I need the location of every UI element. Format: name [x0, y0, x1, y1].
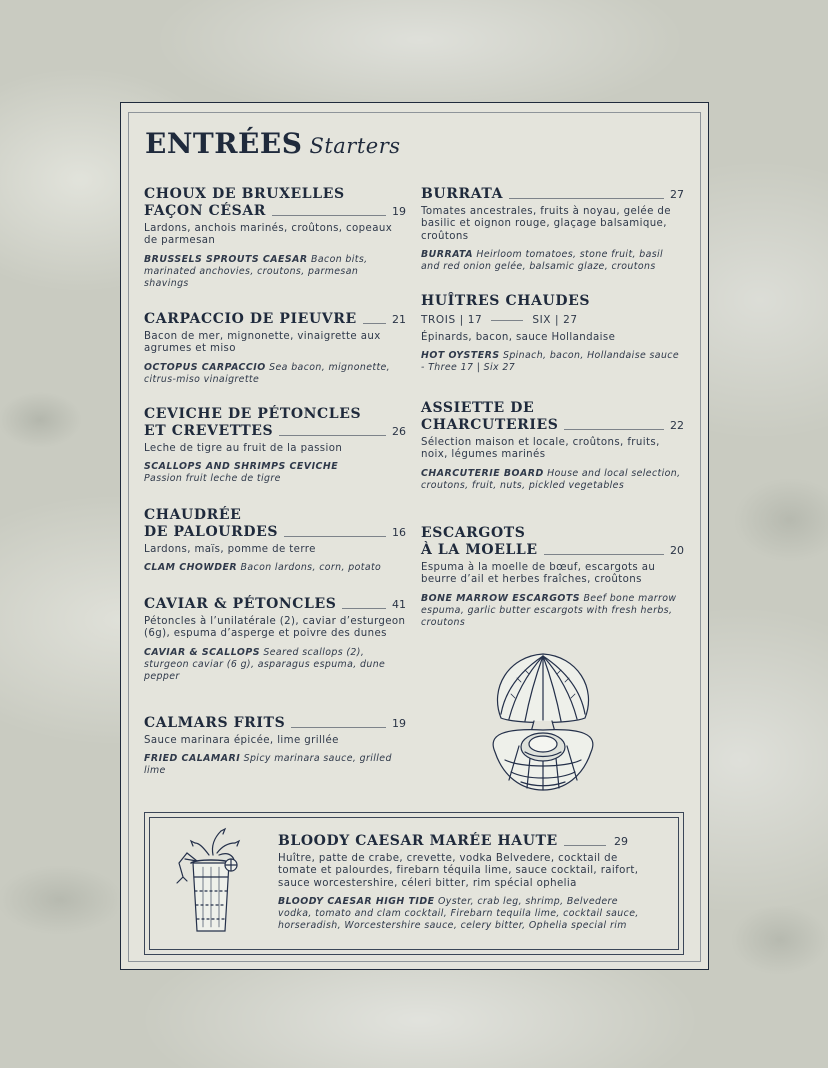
- leader-rule: [363, 323, 386, 324]
- item-description: Tomates ancestrales, fruits à noyau, gelée de basilic et oignon rouge, glaçage balsamique, croûtons: [421, 206, 671, 242]
- feature-description: Huître, patte de crabe, crevette, vodka Belvedere, cocktail de tomate et palourdes, firebarn téquila lime, sauce cocktail, raifort, sauce worcestershire, céleri bitter, rim spécial ophelia: [278, 853, 639, 889]
- price-six: SIX | 27: [532, 314, 578, 326]
- feature-english: [278, 896, 653, 932]
- item-english-name: BRUSSELS SPROUTS CAESAR: [144, 253, 308, 265]
- item-description: Leche de tigre au fruit de la passion: [144, 443, 343, 454]
- item-english-name: SCALLOPS AND SHRIMPS CEVICHE: [144, 461, 339, 473]
- item-english: [144, 362, 406, 386]
- feature-english-name: BLOODY CAESAR HIGH TIDE: [278, 895, 435, 907]
- leader-rule: [564, 429, 664, 430]
- feature-title: BLOODY CAESAR MARÉE HAUTE: [278, 833, 558, 849]
- item-english: [421, 468, 684, 492]
- item-english: [144, 461, 406, 485]
- scallop-shell-icon: [481, 648, 605, 794]
- item-english: [421, 249, 684, 273]
- item-title: CHOUX DE BRUXELLES: [144, 186, 345, 202]
- item-title: ET CREVETTES: [144, 423, 274, 439]
- featured-cocktail-text: [278, 833, 668, 932]
- item-price: 19: [392, 205, 406, 218]
- leader-rule: [564, 845, 606, 846]
- menu-item-brussels-sprouts: [144, 186, 406, 290]
- item-english-desc: Sea bacon, mignonette, citrus-miso vinaigrette: [144, 361, 391, 385]
- menu-item-ceviche: [144, 406, 406, 485]
- item-description: Pétoncles à l’unilatérale (2), caviar d’esturgeon (6g), espuma d’asperge et poivre des dunes: [144, 616, 406, 640]
- leader-rule: [342, 608, 386, 609]
- item-title: CHAUDRÉE: [144, 507, 242, 523]
- item-english: [421, 350, 684, 374]
- featured-cocktail-box: [144, 812, 684, 955]
- item-description: Lardons, maïs, pomme de terre: [144, 544, 316, 555]
- leader-rule: [491, 320, 523, 321]
- item-title: ASSIETTE DE: [421, 400, 535, 416]
- item-title: CALMARS FRITS: [144, 715, 286, 731]
- item-price: 21: [392, 313, 406, 326]
- menu-item-hot-oysters: [421, 293, 684, 374]
- item-title: CAVIAR & PÉTONCLES: [144, 596, 337, 612]
- leader-rule: [509, 198, 664, 199]
- menu-item-fried-calamari: [144, 715, 406, 777]
- title-english: Starters: [309, 134, 401, 158]
- leader-rule: [272, 215, 386, 216]
- item-title: CEVICHE DE PÉTONCLES: [144, 406, 362, 422]
- item-english-name: OCTOPUS CARPACCIO: [144, 361, 266, 373]
- left-column: [144, 103, 406, 803]
- menu-item-octopus-carpaccio: [144, 311, 406, 386]
- item-english-name: CHARCUTERIE BOARD: [421, 467, 544, 479]
- item-english: [421, 593, 684, 629]
- item-english-desc: Seared scallops (2), sturgeon caviar (6 g), asparagus espuma, dune pepper: [144, 646, 386, 682]
- leader-rule: [544, 554, 664, 555]
- item-description: Sélection maison et locale, croûtons, fruits, noix, légumes marinés: [421, 437, 660, 461]
- item-english-desc: Beef bone marrow espuma, garlic butter escargots with fresh herbs, croutons: [421, 592, 677, 628]
- oyster-prices: [421, 314, 684, 326]
- leader-rule: [284, 536, 386, 537]
- item-english-name: FRIED CALAMARI: [144, 753, 241, 765]
- item-price: 19: [392, 717, 406, 730]
- item-title: DE PALOURDES: [144, 524, 279, 540]
- item-description: Bacon de mer, mignonette, vinaigrette aux agrumes et miso: [144, 331, 381, 355]
- item-title: CARPACCIO DE PIEUVRE: [144, 311, 357, 327]
- item-english: [144, 753, 406, 777]
- item-title: ESCARGOTS: [421, 525, 526, 541]
- item-english-desc: Heirloom tomatoes, stone fruit, basil and red onion gelée, balsamic glaze, croutons: [421, 248, 664, 272]
- item-english-desc: House and local selection, croutons, fruit, nuts, pickled vegetables: [421, 467, 681, 491]
- menu-item-charcuterie: [421, 400, 684, 492]
- item-description: Sauce marinara épicée, lime grillée: [144, 735, 339, 746]
- item-price: 16: [392, 526, 406, 539]
- item-english-desc: Spicy marinara sauce, grilled lime: [144, 753, 392, 777]
- item-english: [144, 562, 406, 574]
- title-french: ENTRÉES: [145, 127, 303, 160]
- item-description: Lardons, anchois marinés, croûtons, copeaux de parmesan: [144, 223, 393, 247]
- item-english-name: HOT OYSTERS: [421, 350, 500, 362]
- feature-english-desc: Oyster, crab leg, shrimp, Belvedere vodka, tomato and clam cocktail, Firebarn tequila lime, cocktail sauce, horseradish, Worcestershire sauce, celery bitter, Ophelia special rim: [278, 895, 639, 931]
- item-price: 41: [392, 598, 406, 611]
- leader-rule: [279, 435, 386, 436]
- item-price: 20: [670, 544, 684, 557]
- item-english: [144, 254, 406, 290]
- feature-price: 29: [614, 835, 628, 848]
- item-english-name: BURRATA: [421, 248, 473, 260]
- item-description: Épinards, bacon, sauce Hollandaise: [421, 332, 616, 343]
- item-title: À LA MOELLE: [421, 542, 538, 558]
- menu-item-clam-chowder: [144, 507, 406, 574]
- item-english-name: CAVIAR & SCALLOPS: [144, 646, 261, 658]
- item-english-name: BONE MARROW ESCARGOTS: [421, 592, 581, 604]
- item-title: FAÇON CÉSAR: [144, 203, 267, 219]
- item-english-desc: Bacon bits, marinated anchovies, croutons, parmesan shavings: [144, 253, 368, 289]
- item-english-desc: Bacon lardons, corn, potato: [240, 562, 382, 574]
- item-english-desc: Passion fruit leche de tigre: [144, 473, 281, 485]
- menu-item-burrata: [421, 186, 684, 273]
- menu-item-escargots: [421, 525, 684, 629]
- item-price: 22: [670, 419, 684, 432]
- item-title: CHARCUTERIES: [421, 417, 559, 433]
- price-three: TROIS | 17: [421, 314, 483, 326]
- menu-item-caviar-scallops: [144, 596, 406, 683]
- leader-rule: [291, 727, 386, 728]
- item-description: Espuma à la moelle de bœuf, escargots au beurre d’ail et herbes fraîches, croûtons: [421, 562, 656, 586]
- item-title: HUÎTRES CHAUDES: [421, 293, 591, 309]
- item-title: BURRATA: [421, 186, 504, 202]
- item-price: 27: [670, 188, 684, 201]
- item-price: 26: [392, 425, 406, 438]
- item-english-desc: Spinach, bacon, Hollandaise sauce - Three 17 | Six 27: [421, 350, 680, 374]
- item-english: [144, 647, 406, 683]
- menu-card: [120, 102, 709, 970]
- item-english-name: CLAM CHOWDER: [144, 562, 238, 574]
- bloody-caesar-glass-icon: [173, 825, 249, 937]
